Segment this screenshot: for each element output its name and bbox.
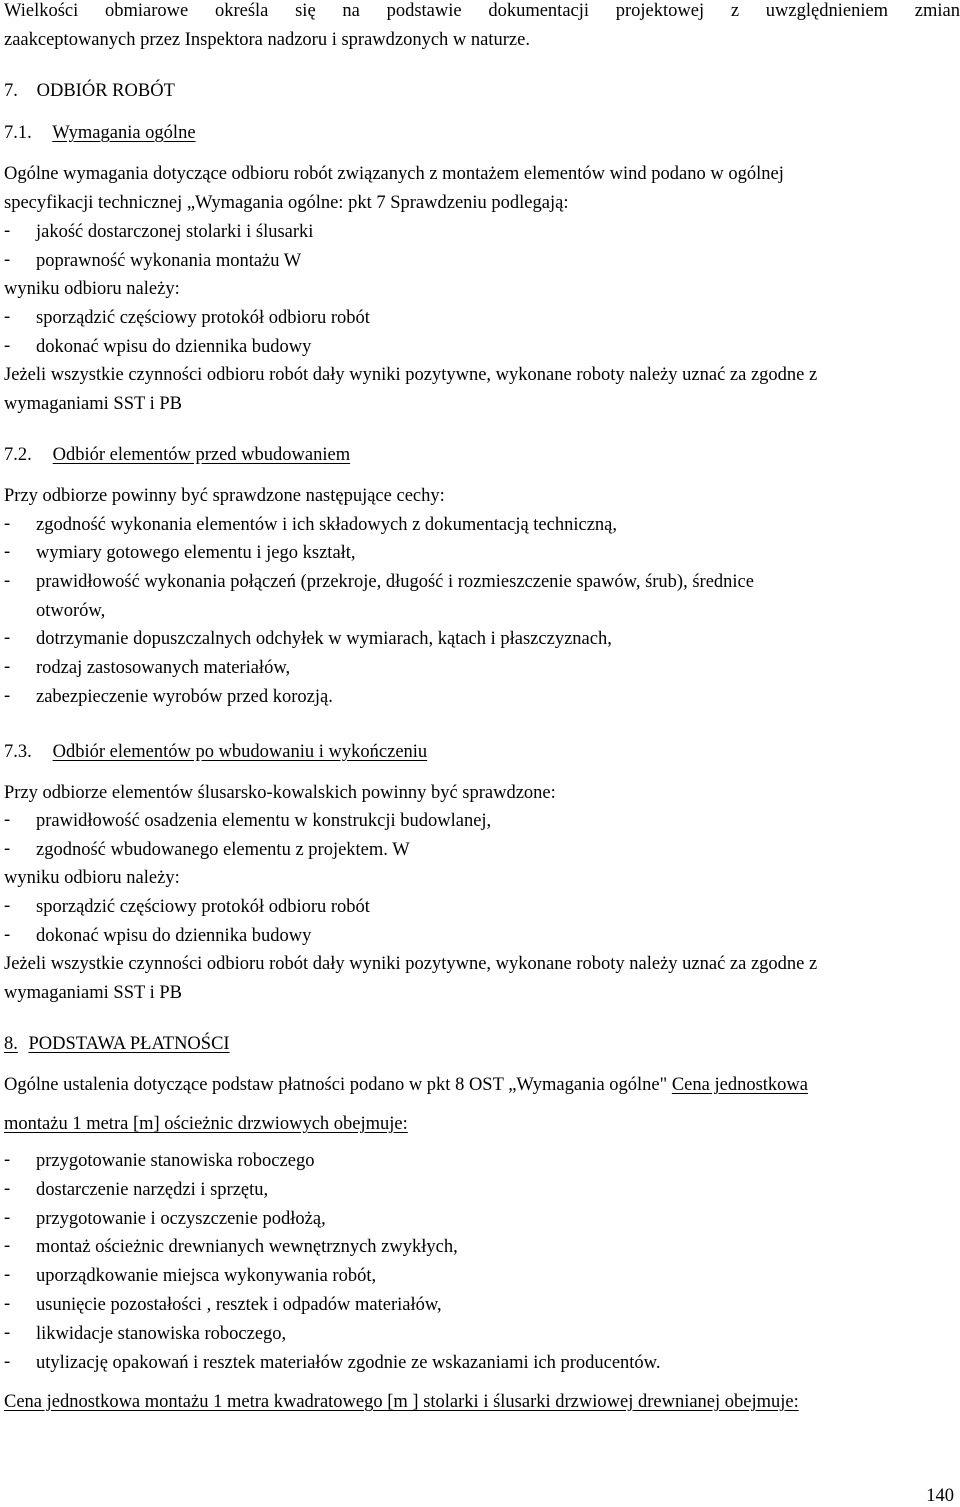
s8-paragraph-line-1 — [4, 1074, 808, 1096]
s72-item-3: prawidłowość wykonania połączeń (przekroje, długość i rozmieszczenie spawów, śrub), średnice — [36, 572, 754, 592]
list-dash: - — [4, 628, 11, 648]
section-7-2-title: Odbiór elementów przed wbudowaniem — [52, 445, 351, 465]
section-8-heading — [4, 1033, 230, 1055]
list-dash: - — [4, 1179, 11, 1199]
s73-conclusion-line-1: Jeżeli wszystkie czynności odbioru robót dały wyniki pozytywne, wykonane roboty należy uznać za zgodne z — [4, 954, 818, 974]
section-7-1-number: 7.1. — [4, 123, 32, 143]
s8-paragraph-text: Ogólne ustalenia dotyczące podstaw płatności podano w pkt 8 OST „Wymagania ogólne" — [4, 1075, 672, 1095]
s71-item-2: poprawność wykonania montażu W — [36, 251, 302, 271]
s71-conclusion-line-1: Jeżeli wszystkie czynności odbioru robót dały wyniki pozytywne, wykonane roboty należy uznać za zgodne z — [4, 365, 818, 385]
intro-line-2: zaakceptowanych przez Inspektora nadzoru i sprawdzonych w naturze. — [4, 30, 530, 50]
s73-item-2: zgodność wbudowanego elementu z projektem. W — [36, 840, 410, 860]
section-7-1-title: Wymagania ogólne — [52, 123, 196, 143]
s8-unit-price-heading-end: montażu 1 metra [m] ościeżnic drzwiowych obejmuje: — [4, 1114, 408, 1134]
s73-result-item-1: sporządzić częściowy protokół odbioru robót — [36, 897, 370, 917]
section-7-1-heading — [4, 122, 196, 144]
section-7-heading — [4, 80, 175, 102]
list-dash: - — [4, 810, 11, 830]
list-dash: - — [4, 1236, 11, 1256]
s8-item-1: przygotowanie stanowiska roboczego — [36, 1151, 315, 1171]
s72-item-5: rodzaj zastosowanych materiałów, — [36, 658, 291, 678]
section-7-3-number: 7.3. — [4, 742, 32, 762]
list-dash: - — [4, 1294, 11, 1314]
list-dash: - — [4, 686, 11, 706]
list-dash: - — [4, 1323, 11, 1343]
s71-result-intro: wyniku odbioru należy: — [4, 279, 180, 299]
s8-item-8: utylizację opakowań i resztek materiałów zgodnie ze wskazaniami ich producentów. — [36, 1353, 661, 1373]
list-dash: - — [4, 250, 11, 270]
list-dash: - — [4, 896, 11, 916]
section-7-3-heading — [4, 741, 427, 763]
section-7-title: ODBIÓR ROBÓT — [36, 81, 175, 101]
section-8-number: 8. — [4, 1034, 18, 1054]
section-8-title: PODSTAWA PŁATNOŚCI — [28, 1034, 230, 1054]
list-dash: - — [4, 307, 11, 327]
intro-line-1: Wielkości obmiarowe określa się na podstawie dokumentacji projektowej z uwzględnieniem zmian — [4, 1, 960, 21]
list-dash: - — [4, 1208, 11, 1228]
s72-item-4: dotrzymanie dopuszczalnych odchyłek w wymiarach, kątach i płaszczyznach, — [36, 629, 612, 649]
list-dash: - — [4, 514, 11, 534]
s8-item-6: usunięcie pozostałości , resztek i odpadów materiałów, — [36, 1295, 442, 1315]
list-dash: - — [4, 657, 11, 677]
s8-item-4: montaż ościeżnic drewnianych wewnętrznych zwykłych, — [36, 1237, 458, 1257]
s73-intro: Przy odbiorze elementów ślusarsko-kowalskich powinny być sprawdzone: — [4, 783, 556, 803]
s72-intro: Przy odbiorze powinny być sprawdzone następujące cechy: — [4, 486, 445, 506]
section-7-3-title: Odbiór elementów po wbudowaniu i wykończeniu — [52, 742, 428, 762]
s71-result-item-1: sporządzić częściowy protokół odbioru robót — [36, 308, 370, 328]
s73-result-item-2: dokonać wpisu do dziennika budowy — [36, 926, 312, 946]
s8-item-7: likwidacje stanowiska roboczego, — [36, 1324, 287, 1344]
s71-paragraph-line-1: Ogólne wymagania dotyczące odbioru robót związanych z montażem elementów wind podano w ogólnej — [4, 164, 784, 184]
list-dash: - — [4, 839, 11, 859]
list-dash: - — [4, 571, 11, 591]
s8-unit-price-heading-start: Cena jednostkowa — [671, 1075, 808, 1095]
section-7-number: 7. — [4, 81, 18, 101]
list-dash: - — [4, 221, 11, 241]
list-dash: - — [4, 1265, 11, 1285]
s8-item-3: przygotowanie i oczyszczenie podłożą, — [36, 1209, 326, 1229]
s72-item-2: wymiary gotowego elementu i jego kształt, — [36, 543, 356, 563]
list-dash: - — [4, 1352, 11, 1372]
list-dash: - — [4, 336, 11, 356]
s73-conclusion-line-2: wymaganiami SST i PB — [4, 983, 182, 1003]
list-dash: - — [4, 542, 11, 562]
s73-result-intro: wyniku odbioru należy: — [4, 868, 180, 888]
s72-item-1: zgodność wykonania elementów i ich składowych z dokumentacją techniczną, — [36, 515, 618, 535]
s71-paragraph-line-2: specyfikacji technicznej „Wymagania ogólne: pkt 7 Sprawdzeniu podlegają: — [4, 193, 569, 213]
s8-item-5: uporządkowanie miejsca wykonywania robót, — [36, 1266, 377, 1286]
s71-result-item-2: dokonać wpisu do dziennika budowy — [36, 337, 312, 357]
s8-item-2: dostarczenie narzędzi i sprzętu, — [36, 1180, 269, 1200]
page-number: 140 — [926, 1486, 954, 1506]
section-7-2-heading — [4, 444, 350, 466]
list-dash: - — [4, 925, 11, 945]
s71-item-1: jakość dostarczonej stolarki i ślusarki — [36, 222, 314, 242]
s72-item-6: zabezpieczenie wyrobów przed korozją. — [36, 687, 333, 707]
s71-conclusion-line-2: wymaganiami SST i PB — [4, 394, 182, 414]
list-dash: - — [4, 1150, 11, 1170]
s73-item-1: prawidłowość osadzenia elementu w konstrukcji budowlanej, — [36, 811, 492, 831]
s8-unit-price-heading-2: Cena jednostkowa montażu 1 metra kwadratowego [m ] stolarki i ślusarki drzwiowej drewnianej obejmuje: — [4, 1392, 799, 1412]
section-7-2-number: 7.2. — [4, 445, 32, 465]
s72-item-3-continuation: otworów, — [36, 601, 106, 621]
